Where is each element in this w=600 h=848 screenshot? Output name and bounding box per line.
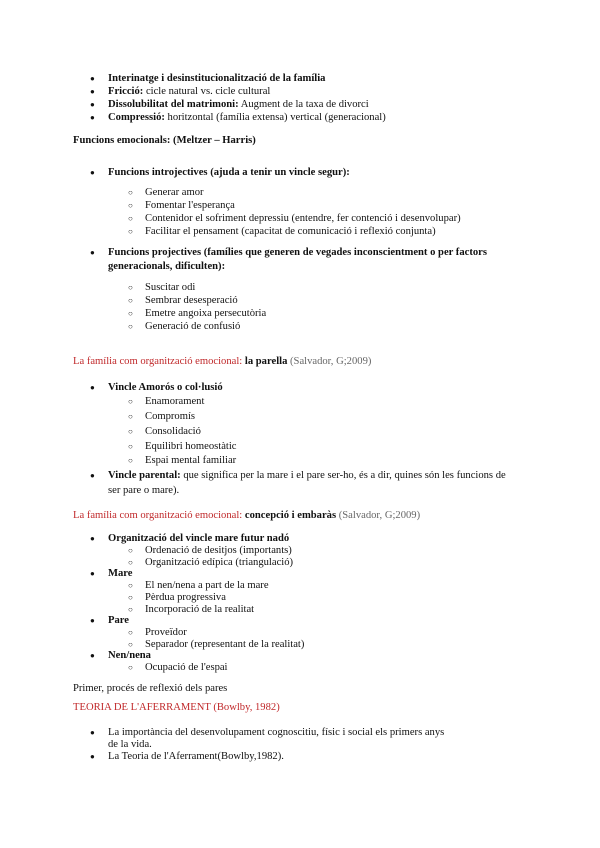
sub-bullet: ○ [128,214,133,223]
vincle-amoros-item: Enamorament [145,396,205,407]
bullet: ● [90,471,95,480]
section-couple-heading: La família com organització emocional: la parella (Salvador, G;2009) [73,356,372,367]
sub-bullet: ○ [128,309,133,318]
sub-bullet: ○ [128,581,133,590]
organitzacio-item: Ordenació de desitjos (importants) [145,545,292,556]
attachment-item-line2: de la vida. [108,739,152,750]
reflection-line: Primer, procés de reflexió dels pares [73,683,228,694]
bullet: ● [90,651,95,660]
bullet: ● [90,113,95,122]
sub-bullet: ○ [128,427,133,436]
projective-title-line2: generacionals, dificulten): [108,261,226,272]
vincle-amoros-item: Espai mental familiar [145,455,237,466]
vincle-amoros-title: Vincle Amorós o col·lusió [108,382,223,393]
vincle-amoros-item: Equilibri homeostàtic [145,441,237,452]
vincle-parental-line2: ser pare o mare). [108,485,180,496]
bullet: ● [90,752,95,761]
projective-item: Generació de confusió [145,321,241,332]
projective-item: Emetre angoixa persecutòria [145,308,267,319]
bullet: ● [90,569,95,578]
pare-title: Pare [108,615,129,626]
vincle-parental-line1: Vincle parental: que significa per la mare i el pare ser-ho, és a dir, quines són les funcions de [108,470,506,481]
attachment-item-line1: La importància del desenvolupament cognoscitiu, físic i social els primers anys [108,727,445,738]
sub-bullet: ○ [128,456,133,465]
introjective-item: Contenidor el sofriment depressiu (entendre, fer contenció i desenvolupar) [145,213,461,224]
mare-item: Pèrdua progressiva [145,592,226,603]
sub-bullet: ○ [128,201,133,210]
intro-item: Dissolubilitat del matrimoni: Augment de la taxa de divorci [108,99,369,110]
sub-bullet: ○ [128,412,133,421]
introjective-item: Facilitar el pensament (capacitat de comunicació i reflexió conjunta) [145,226,436,237]
organitzacio-title: Organització del vincle mare futur nadó [108,533,290,544]
emotional-functions-heading: Funcions emocionals: (Meltzer – Harris) [73,135,256,146]
vincle-amoros-item: Compromís [145,411,196,422]
attachment-item-line1: La Teoria de l'Aferrament(Bowlby,1982). [108,751,284,762]
bullet: ● [90,616,95,625]
attachment-heading: TEORIA DE L'AFERRAMENT (Bowlby, 1982) [73,702,280,713]
pare-item: Proveïdor [145,627,187,638]
sub-bullet: ○ [128,188,133,197]
sub-bullet: ○ [128,605,133,614]
introjective-item: Fomentar l'esperança [145,200,235,211]
projective-item: Suscitar odi [145,282,196,293]
sub-bullet: ○ [128,640,133,649]
vincle-amoros-item: Consolidació [145,426,201,437]
introjective-item: Generar amor [145,187,204,198]
intro-item: Interinatge i desinstitucionalització de la família [108,73,326,84]
sub-bullet: ○ [128,663,133,672]
intro-item: Compressió: horitzontal (família extensa) vertical (generacional) [108,112,386,123]
introjective-title: Funcions introjectives (ajuda a tenir un vincle segur): [108,167,350,178]
nen-title: Nen/nena [108,650,151,661]
sub-bullet: ○ [128,322,133,331]
organitzacio-item: Organització edípica (triangulació) [145,557,294,568]
bullet: ● [90,74,95,83]
bullet: ● [90,383,95,392]
sub-bullet: ○ [128,397,133,406]
projective-item: Sembrar desesperació [145,295,238,306]
mare-title: Mare [108,568,133,579]
sub-bullet: ○ [128,546,133,555]
bullet: ● [90,168,95,177]
sub-bullet: ○ [128,628,133,637]
sub-bullet: ○ [128,283,133,292]
sub-bullet: ○ [128,558,133,567]
bullet: ● [90,100,95,109]
nen-item: Ocupació de l'espai [145,662,228,673]
sub-bullet: ○ [128,227,133,236]
intro-item: Fricció: cicle natural vs. cicle cultural [108,86,271,97]
bullet: ● [90,87,95,96]
pare-item: Separador (representant de la realitat) [145,639,305,650]
bullet: ● [90,534,95,543]
sub-bullet: ○ [128,593,133,602]
mare-item: Incorporació de la realitat [145,604,255,615]
bullet: ● [90,728,95,737]
section-conception-heading: La família com organització emocional: concepció i embaràs (Salvador, G;2009) [73,510,421,521]
sub-bullet: ○ [128,442,133,451]
projective-title-line1: Funcions projectives (famílies que generen de vegades inconscientment o per factors [108,247,487,258]
sub-bullet: ○ [128,296,133,305]
mare-item: El nen/nena a part de la mare [145,580,269,591]
bullet: ● [90,248,95,257]
